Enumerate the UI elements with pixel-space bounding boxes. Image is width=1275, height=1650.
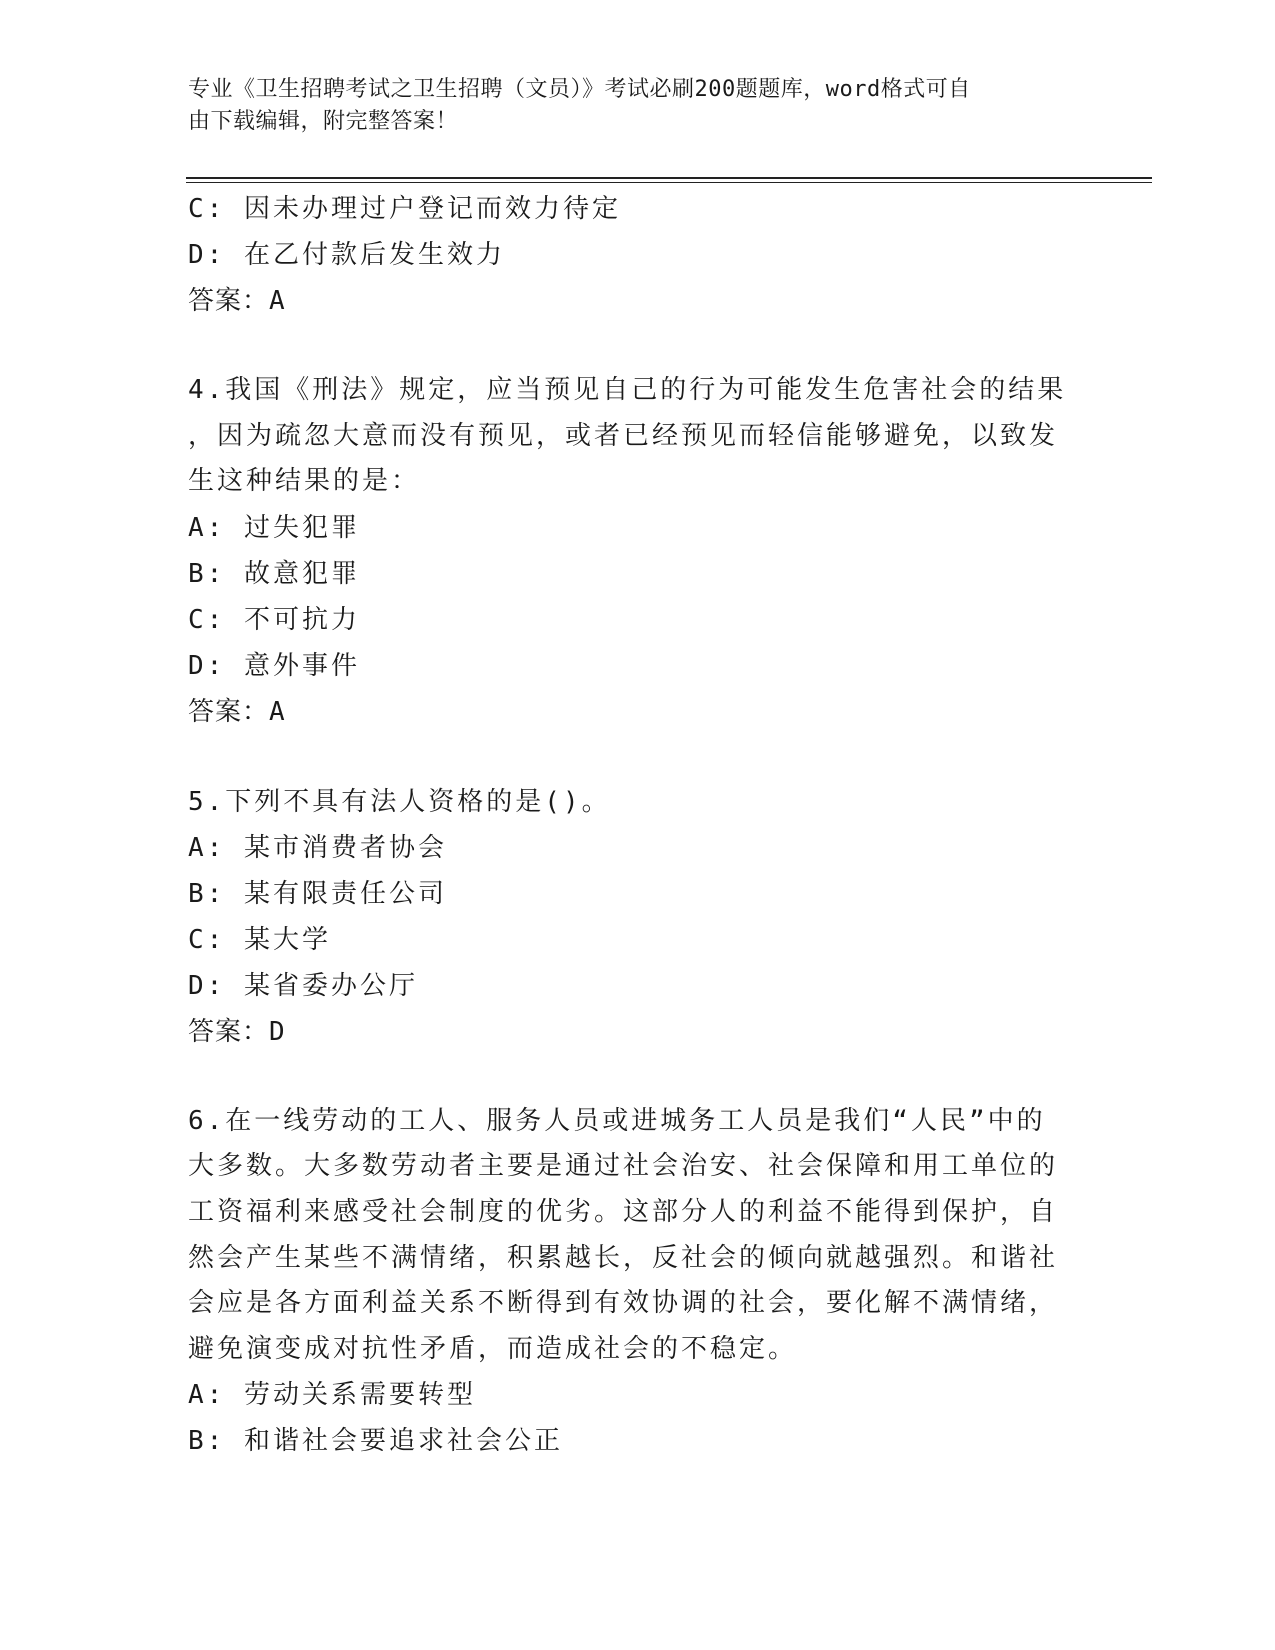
- page-header: [188, 74, 1068, 138]
- question-text-line: 然会产生某些不满情绪，积累越长，反社会的倾向就越强烈。和谐社: [188, 1242, 1059, 1273]
- question-content: [188, 186, 1068, 1464]
- header-line-2: 由下载编辑，附完整答案！: [188, 109, 459, 134]
- answer-value: D: [269, 1016, 288, 1047]
- spacer: [188, 324, 1068, 368]
- option-c: C: 某大学: [188, 924, 331, 955]
- option-a: A: 过失犯罪: [188, 512, 360, 543]
- question-text-line: 工资福利来感受社会制度的优劣。这部分人的利益不能得到保护，自: [188, 1196, 1059, 1227]
- question-4: [188, 368, 1068, 735]
- option-b: B: 某有限责任公司: [188, 878, 447, 909]
- question-text-line: 生这种结果的是：: [188, 466, 421, 497]
- option-a: A: 某市消费者协会: [188, 832, 447, 863]
- spacer: [188, 735, 1068, 779]
- answer-line: [188, 1009, 1068, 1055]
- header-rule-thick: [186, 177, 1152, 179]
- spacer: [188, 1055, 1068, 1099]
- answer-label: 答案：: [188, 696, 270, 727]
- answer-line: [188, 689, 1068, 735]
- option-d: D: 某省委办公厅: [188, 970, 418, 1001]
- option-c: C: 不可抗力: [188, 604, 360, 635]
- question-6: [188, 1099, 1068, 1465]
- question-6-text: [188, 1099, 1068, 1373]
- header-line-1: 专业《卫生招聘考试之卫生招聘（文员）》考试必刷200题题库，word格式可自: [188, 77, 971, 102]
- question-text-line: 5.下列不具有法人资格的是()。: [188, 786, 611, 817]
- question-5: [188, 779, 1068, 1055]
- option-a: A: 劳动关系需要转型: [188, 1380, 476, 1411]
- header-rule-thin: [186, 182, 1152, 183]
- question-4-text: [188, 368, 1068, 505]
- answer-label: 答案：: [188, 1016, 270, 1047]
- option-d: D: 意外事件: [188, 650, 360, 681]
- option-b: B: 故意犯罪: [188, 558, 360, 589]
- question-text-line: 避免演变成对抗性矛盾，而造成社会的不稳定。: [188, 1333, 798, 1364]
- answer-line: [188, 278, 1068, 324]
- option-c: C: 因未办理过户登记而效力待定: [188, 194, 621, 224]
- answer-value: A: [269, 286, 288, 316]
- option-b: B: 和谐社会要追求社会公正: [188, 1426, 563, 1457]
- question-text-line: 大多数。大多数劳动者主要是通过社会治安、社会保障和用工单位的: [188, 1151, 1059, 1182]
- answer-value: A: [269, 696, 288, 727]
- answer-label: 答案：: [188, 286, 270, 316]
- option-d: D: 在乙付款后发生效力: [188, 240, 505, 270]
- question-text-line: 6.在一线劳动的工人、服务人员或进城务工人员是我们“人民”中的: [188, 1105, 1046, 1136]
- question-text-line: 会应是各方面利益关系不断得到有效协调的社会，要化解不满情绪，: [188, 1288, 1059, 1319]
- question-3-tail: [188, 186, 1068, 324]
- question-text-line: ，因为疏忽大意而没有预见，或者已经预见而轻信能够避免，以致发: [188, 420, 1059, 451]
- question-text-line: 4.我国《刑法》规定，应当预见自己的行为可能发生危害社会的结果: [188, 375, 1067, 405]
